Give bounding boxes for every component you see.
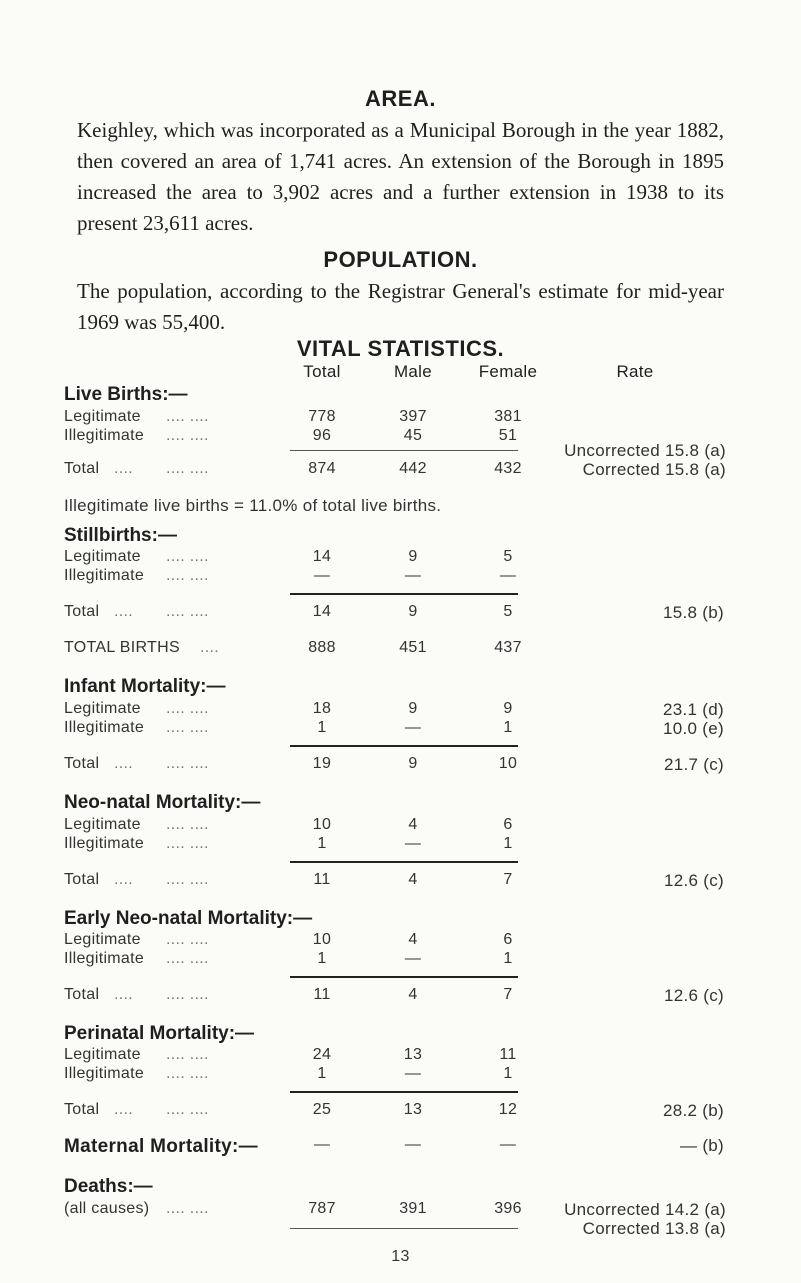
rate-cell: 15.8 (b) bbox=[663, 603, 724, 622]
early-neonatal-total-row bbox=[64, 986, 724, 1006]
rate-cell: 10.0 (e) bbox=[663, 719, 724, 738]
row-label: Illegitimate bbox=[64, 567, 145, 584]
rate-cell: — (b) bbox=[680, 1136, 724, 1155]
infant-rule bbox=[290, 745, 518, 747]
total-cell: 1 bbox=[317, 950, 327, 967]
neonatal-legitimate-row bbox=[64, 816, 724, 836]
total-cell: 778 bbox=[308, 408, 336, 425]
population-paragraph: The population, according to the Registrar General's estimate for mid-year 1969 was 55,400. bbox=[77, 279, 724, 334]
total-cell: 14 bbox=[312, 548, 332, 565]
male-cell: — bbox=[404, 835, 422, 852]
male-cell: — bbox=[404, 1065, 422, 1082]
leader-dots: .... .... bbox=[166, 950, 209, 967]
male-cell: 4 bbox=[408, 816, 418, 833]
neonatal-mortality-title: Neo-natal Mortality:— bbox=[64, 792, 261, 813]
infant-mortality-title: Infant Mortality:— bbox=[64, 676, 226, 697]
deaths-title: Deaths:— bbox=[64, 1176, 153, 1197]
leader-dots: .... .... bbox=[166, 567, 209, 584]
column-header-male: Male bbox=[393, 362, 433, 381]
female-cell: 396 bbox=[494, 1200, 522, 1217]
male-cell: 4 bbox=[408, 986, 418, 1003]
leader-dots: .... bbox=[114, 1101, 133, 1118]
perinatal-illegitimate-row bbox=[64, 1065, 724, 1085]
row-label: Total bbox=[64, 603, 100, 620]
perinatal-mortality-title: Perinatal Mortality:— bbox=[64, 1023, 255, 1044]
row-label: Legitimate bbox=[64, 408, 141, 425]
early-neonatal-mortality-title: Early Neo-natal Mortality:— bbox=[64, 908, 313, 929]
male-cell: 442 bbox=[399, 460, 427, 477]
rate-cell: 23.1 (d) bbox=[663, 700, 724, 719]
total-cell: 19 bbox=[312, 755, 332, 772]
leader-dots: .... bbox=[200, 639, 219, 656]
male-cell: 397 bbox=[399, 408, 427, 425]
total-cell: 24 bbox=[312, 1046, 332, 1063]
row-label: Legitimate bbox=[64, 816, 141, 833]
row-label: Illegitimate bbox=[64, 1065, 145, 1082]
leader-dots: .... .... bbox=[166, 427, 209, 444]
leader-dots: .... bbox=[114, 460, 133, 477]
row-label: Legitimate bbox=[64, 931, 141, 948]
female-cell: 6 bbox=[503, 816, 513, 833]
row-label: Illegitimate bbox=[64, 835, 145, 852]
perinatal-legitimate-row bbox=[64, 1046, 724, 1066]
female-cell: 11 bbox=[499, 1046, 517, 1063]
total-births-row bbox=[64, 639, 724, 659]
stillbirths-title: Stillbirths:— bbox=[64, 525, 177, 546]
stillbirths-total-row bbox=[64, 603, 724, 623]
leader-dots: .... .... bbox=[166, 816, 209, 833]
row-label: Legitimate bbox=[64, 548, 141, 565]
leader-dots: .... .... bbox=[166, 460, 209, 477]
leader-dots: .... .... bbox=[166, 548, 209, 565]
male-cell: — bbox=[404, 1136, 422, 1153]
total-cell: 96 bbox=[312, 427, 332, 444]
live-births-rule bbox=[290, 450, 518, 451]
infant-total-row bbox=[64, 755, 724, 775]
leader-dots: .... bbox=[114, 603, 133, 620]
population-heading: POPULATION. bbox=[323, 247, 478, 272]
female-cell: 5 bbox=[503, 603, 513, 620]
row-label: TOTAL BIRTHS bbox=[64, 639, 180, 656]
stillbirths-rule bbox=[290, 593, 518, 595]
leader-dots: .... .... bbox=[166, 755, 209, 772]
male-cell: 13 bbox=[403, 1101, 423, 1118]
male-cell: 13 bbox=[403, 1046, 423, 1063]
female-cell: 7 bbox=[503, 986, 513, 1003]
male-cell: — bbox=[404, 719, 422, 736]
female-cell: 1 bbox=[503, 719, 513, 736]
total-cell: 1 bbox=[317, 835, 327, 852]
total-cell: — bbox=[313, 1136, 331, 1153]
total-cell: 11 bbox=[313, 871, 331, 888]
male-cell: 45 bbox=[403, 427, 423, 444]
live-births-legitimate-row bbox=[64, 408, 724, 428]
row-label: Illegitimate bbox=[64, 427, 145, 444]
male-cell: 4 bbox=[408, 871, 418, 888]
male-cell: 9 bbox=[408, 603, 418, 620]
column-header-female: Female bbox=[478, 362, 538, 381]
leader-dots: .... .... bbox=[166, 1046, 209, 1063]
female-cell: 51 bbox=[498, 427, 518, 444]
infant-legitimate-row bbox=[64, 700, 724, 720]
female-cell: — bbox=[499, 1136, 517, 1153]
leader-dots: .... .... bbox=[166, 719, 209, 736]
total-cell: 10 bbox=[312, 816, 332, 833]
rate-cell: 21.7 (c) bbox=[663, 755, 724, 774]
vital-statistics-heading: VITAL STATISTICS. bbox=[296, 336, 505, 361]
female-cell: 1 bbox=[503, 835, 513, 852]
total-cell: 888 bbox=[308, 639, 336, 656]
total-cell: 11 bbox=[313, 986, 331, 1003]
male-cell: 9 bbox=[408, 755, 418, 772]
live-births-rate-corrected: Corrected 15.8 (a) bbox=[582, 460, 726, 479]
row-label: Illegitimate bbox=[64, 719, 145, 736]
male-cell: 451 bbox=[399, 639, 427, 656]
female-cell: 7 bbox=[503, 871, 513, 888]
deaths-rule bbox=[290, 1228, 518, 1229]
early-neonatal-legitimate-row bbox=[64, 931, 724, 951]
early-neonatal-rule bbox=[290, 976, 518, 978]
female-cell: 5 bbox=[503, 548, 513, 565]
male-cell: 9 bbox=[408, 700, 418, 717]
leader-dots: .... .... bbox=[166, 408, 209, 425]
row-label: Total bbox=[64, 871, 100, 888]
female-cell: 432 bbox=[494, 460, 522, 477]
leader-dots: .... .... bbox=[166, 700, 209, 717]
row-label: Total bbox=[64, 986, 100, 1003]
rate-cell: 12.6 (c) bbox=[663, 986, 724, 1005]
area-heading: AREA. bbox=[365, 86, 436, 111]
female-cell: 9 bbox=[503, 700, 513, 717]
column-header-rate: Rate bbox=[616, 362, 654, 381]
maternal-mortality-row bbox=[64, 1136, 724, 1158]
leader-dots: .... .... bbox=[166, 931, 209, 948]
early-neonatal-illegitimate-row bbox=[64, 950, 724, 970]
male-cell: 391 bbox=[399, 1200, 427, 1217]
leader-dots: .... .... bbox=[166, 1101, 209, 1118]
total-cell: 1 bbox=[317, 1065, 327, 1082]
male-cell: 4 bbox=[408, 931, 418, 948]
leader-dots: .... .... bbox=[166, 603, 209, 620]
deaths-rate-uncorrected: Uncorrected 14.2 (a) bbox=[564, 1200, 726, 1219]
infant-illegitimate-row bbox=[64, 719, 724, 739]
female-cell: — bbox=[499, 567, 517, 584]
total-cell: 1 bbox=[317, 719, 327, 736]
row-label: Legitimate bbox=[64, 1046, 141, 1063]
male-cell: 9 bbox=[408, 548, 418, 565]
perinatal-total-row bbox=[64, 1101, 724, 1121]
row-label: Total bbox=[64, 1101, 100, 1118]
leader-dots: .... bbox=[114, 986, 133, 1003]
male-cell: — bbox=[404, 950, 422, 967]
male-cell: — bbox=[404, 567, 422, 584]
leader-dots: .... .... bbox=[166, 871, 209, 888]
area-paragraph: Keighley, which was incorporated as a Municipal Borough in the year 1882, then covered an area of 1,741 acres. An extension of the Borough in 1895 increased the area to 3,902 acres and a further extension in 1938 to its present 23,611 acres. bbox=[77, 118, 724, 235]
leader-dots: .... .... bbox=[166, 986, 209, 1003]
leader-dots: .... .... bbox=[166, 1200, 209, 1217]
live-births-rate-uncorrected: Uncorrected 15.8 (a) bbox=[564, 441, 726, 460]
female-cell: 381 bbox=[494, 408, 522, 425]
row-label: Total bbox=[64, 755, 100, 772]
row-label: Legitimate bbox=[64, 700, 141, 717]
perinatal-rule bbox=[290, 1091, 518, 1093]
total-cell: 25 bbox=[312, 1101, 332, 1118]
female-cell: 1 bbox=[503, 1065, 513, 1082]
rate-cell: 28.2 (b) bbox=[663, 1101, 724, 1120]
female-cell: 1 bbox=[503, 950, 513, 967]
row-label: Total bbox=[64, 460, 100, 477]
total-cell: 874 bbox=[308, 460, 336, 477]
row-label: (all causes) bbox=[64, 1200, 150, 1217]
maternal-mortality-title: Maternal Mortality:— bbox=[64, 1136, 258, 1157]
illegitimate-live-births-note: Illegitimate live births = 11.0% of total live births. bbox=[64, 496, 442, 515]
female-cell: 6 bbox=[503, 931, 513, 948]
total-cell: — bbox=[313, 567, 331, 584]
leader-dots: .... .... bbox=[166, 835, 209, 852]
leader-dots: .... .... bbox=[166, 1065, 209, 1082]
total-cell: 787 bbox=[308, 1200, 336, 1217]
female-cell: 12 bbox=[498, 1101, 518, 1118]
female-cell: 10 bbox=[498, 755, 518, 772]
leader-dots: .... bbox=[114, 871, 133, 888]
neonatal-illegitimate-row bbox=[64, 835, 724, 855]
deaths-rate-corrected: Corrected 13.8 (a) bbox=[582, 1219, 726, 1238]
total-cell: 10 bbox=[312, 931, 332, 948]
total-cell: 18 bbox=[312, 700, 332, 717]
total-cell: 14 bbox=[312, 603, 332, 620]
neonatal-total-row bbox=[64, 871, 724, 891]
leader-dots: .... bbox=[114, 755, 133, 772]
female-cell: 437 bbox=[494, 639, 522, 656]
rate-cell: 12.6 (c) bbox=[663, 871, 724, 890]
column-header-total: Total bbox=[303, 362, 341, 381]
neonatal-rule bbox=[290, 861, 518, 863]
live-births-title: Live Births:— bbox=[64, 384, 188, 405]
row-label: Illegitimate bbox=[64, 950, 145, 967]
stillbirths-illegitimate-row bbox=[64, 567, 724, 587]
stillbirths-legitimate-row bbox=[64, 548, 724, 568]
page-number: 13 bbox=[391, 1248, 410, 1265]
